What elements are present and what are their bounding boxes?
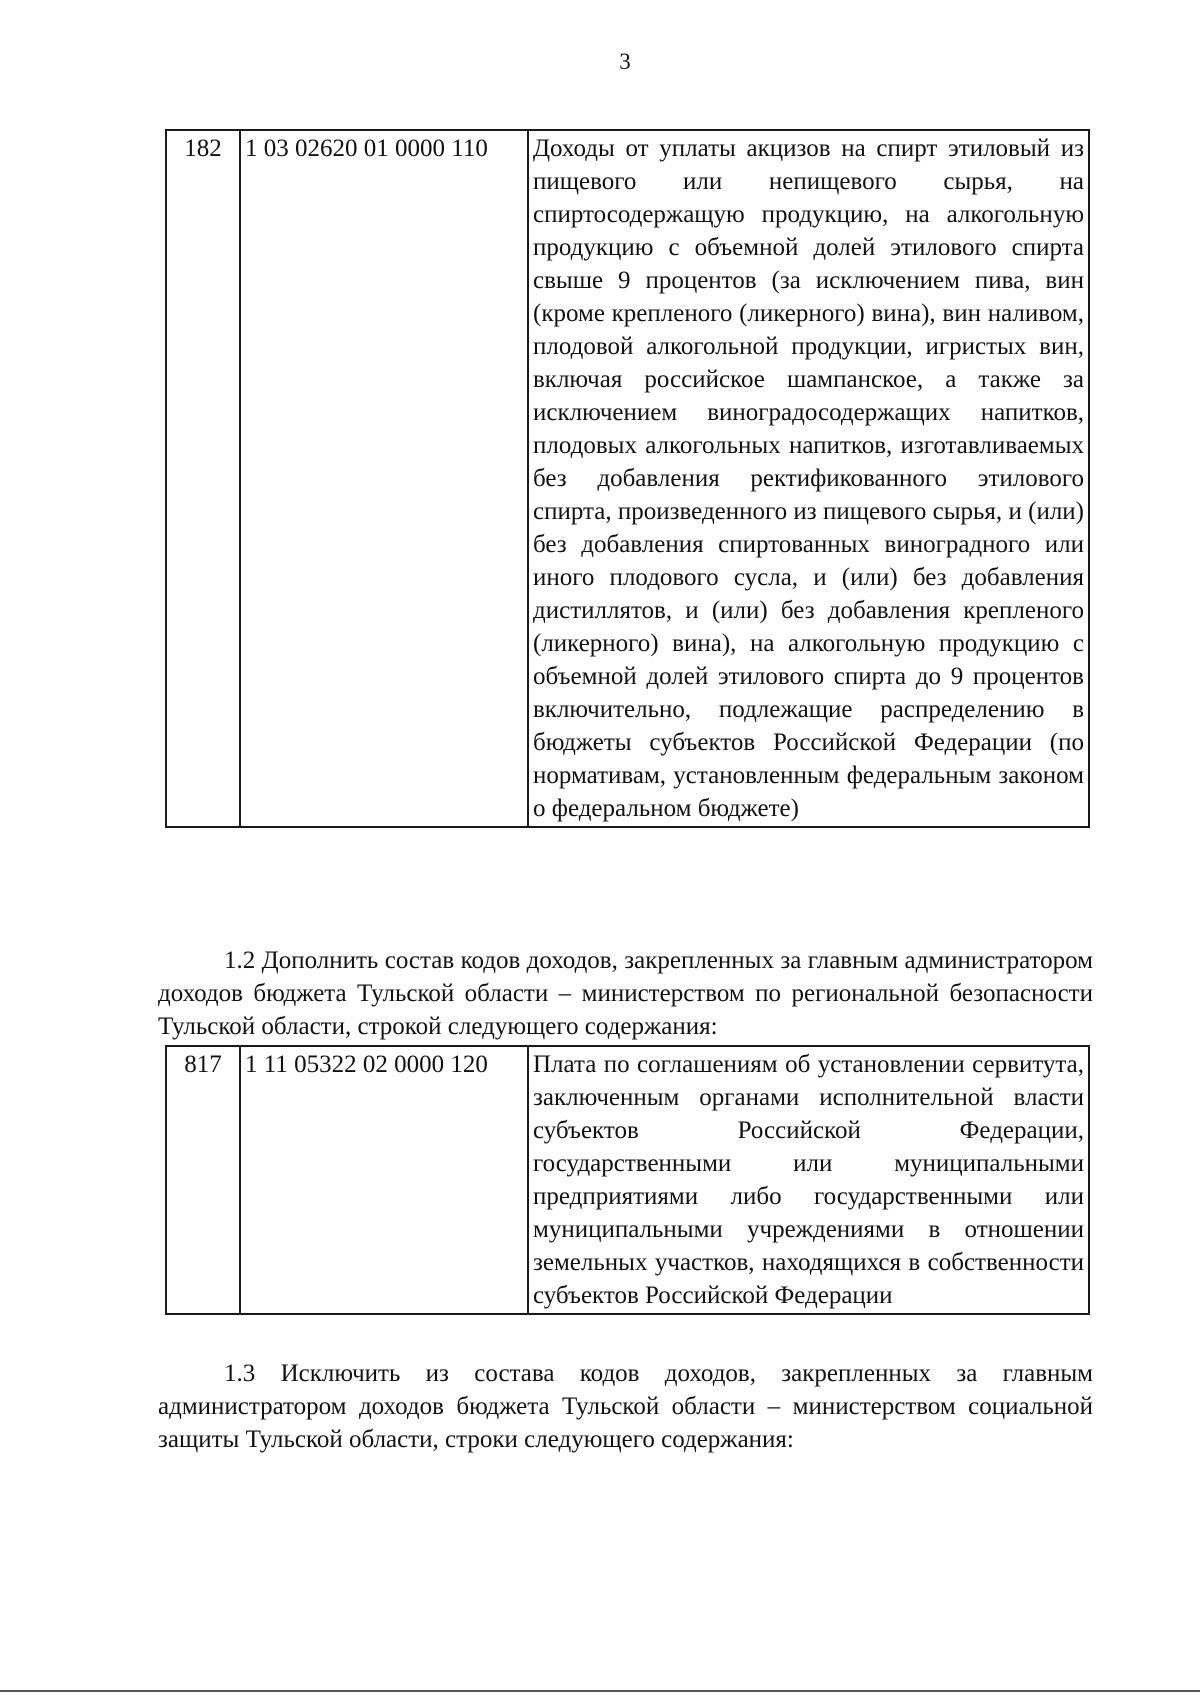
table-row (166, 1046, 1089, 1314)
paragraph-1-3: 1.3 Исключить из состава кодов доходов, закрепленных за главным администратором доходов бюджета Тульской области – министерством социальной защиты Тульской области, строки следующего содержания: (158, 1360, 1093, 1453)
bottom-divider (0, 1690, 1200, 1692)
income-code-cell: 1 11 05322 02 0000 120 (240, 1046, 528, 1314)
page-number: 3 (619, 49, 631, 74)
table-row (166, 130, 1089, 827)
admin-code-cell: 817 (166, 1046, 240, 1314)
admin-code-cell: 182 (166, 130, 240, 827)
income-description-cell: Плата по соглашениям об установлении сервитута, заключенным органами исполнительной власти субъектов Российской Федерации, государственными или муниципальными предприятиями либо государственными или муниципальными учреждениями в отношении земельных участков, находящихся в собственности субъектов Российской Федерации (528, 1046, 1089, 1314)
income-codes-table-1 (165, 129, 1090, 828)
income-description-cell: Доходы от уплаты акцизов на спирт этиловый из пищевого или непищевого сырья, на спиртосодержащую продукцию, на алкогольную продукцию с объемной долей этилового спирта свыше 9 процентов (за исключением пива, вин (кроме крепленого (ликерного) вина), вин наливом, плодовой алкогольной продукции, игристых вин, включая российское шампанское, а также за исключением виноградосодержащих напитков, плодовых алкогольных напитков, изготавливаемых без добавления ректификованного этилового спирта, произведенного из пищевого сырья, и (или) без добавления спиртованных виноградного или иного плодового сусла, и (или) без добавления дистиллятов, и (или) без добавления крепленого (ликерного) вина), на алкогольную продукцию с объемной долей этилового спирта до 9 процентов включительно, подлежащие распределению в бюджеты субъектов Российской Федерации (по нормативам, установленным федеральным законом о федеральном бюджете) (528, 130, 1089, 827)
paragraph-1-2: 1.2 Дополнить состав кодов доходов, закрепленных за главным администратором доходов бюджета Тульской области – министерством по региональной безопасности Тульской области, строкой следующего содержания: (158, 947, 1093, 1040)
income-code-cell: 1 03 02620 01 0000 110 (240, 130, 528, 827)
income-codes-table-2 (165, 1045, 1090, 1315)
